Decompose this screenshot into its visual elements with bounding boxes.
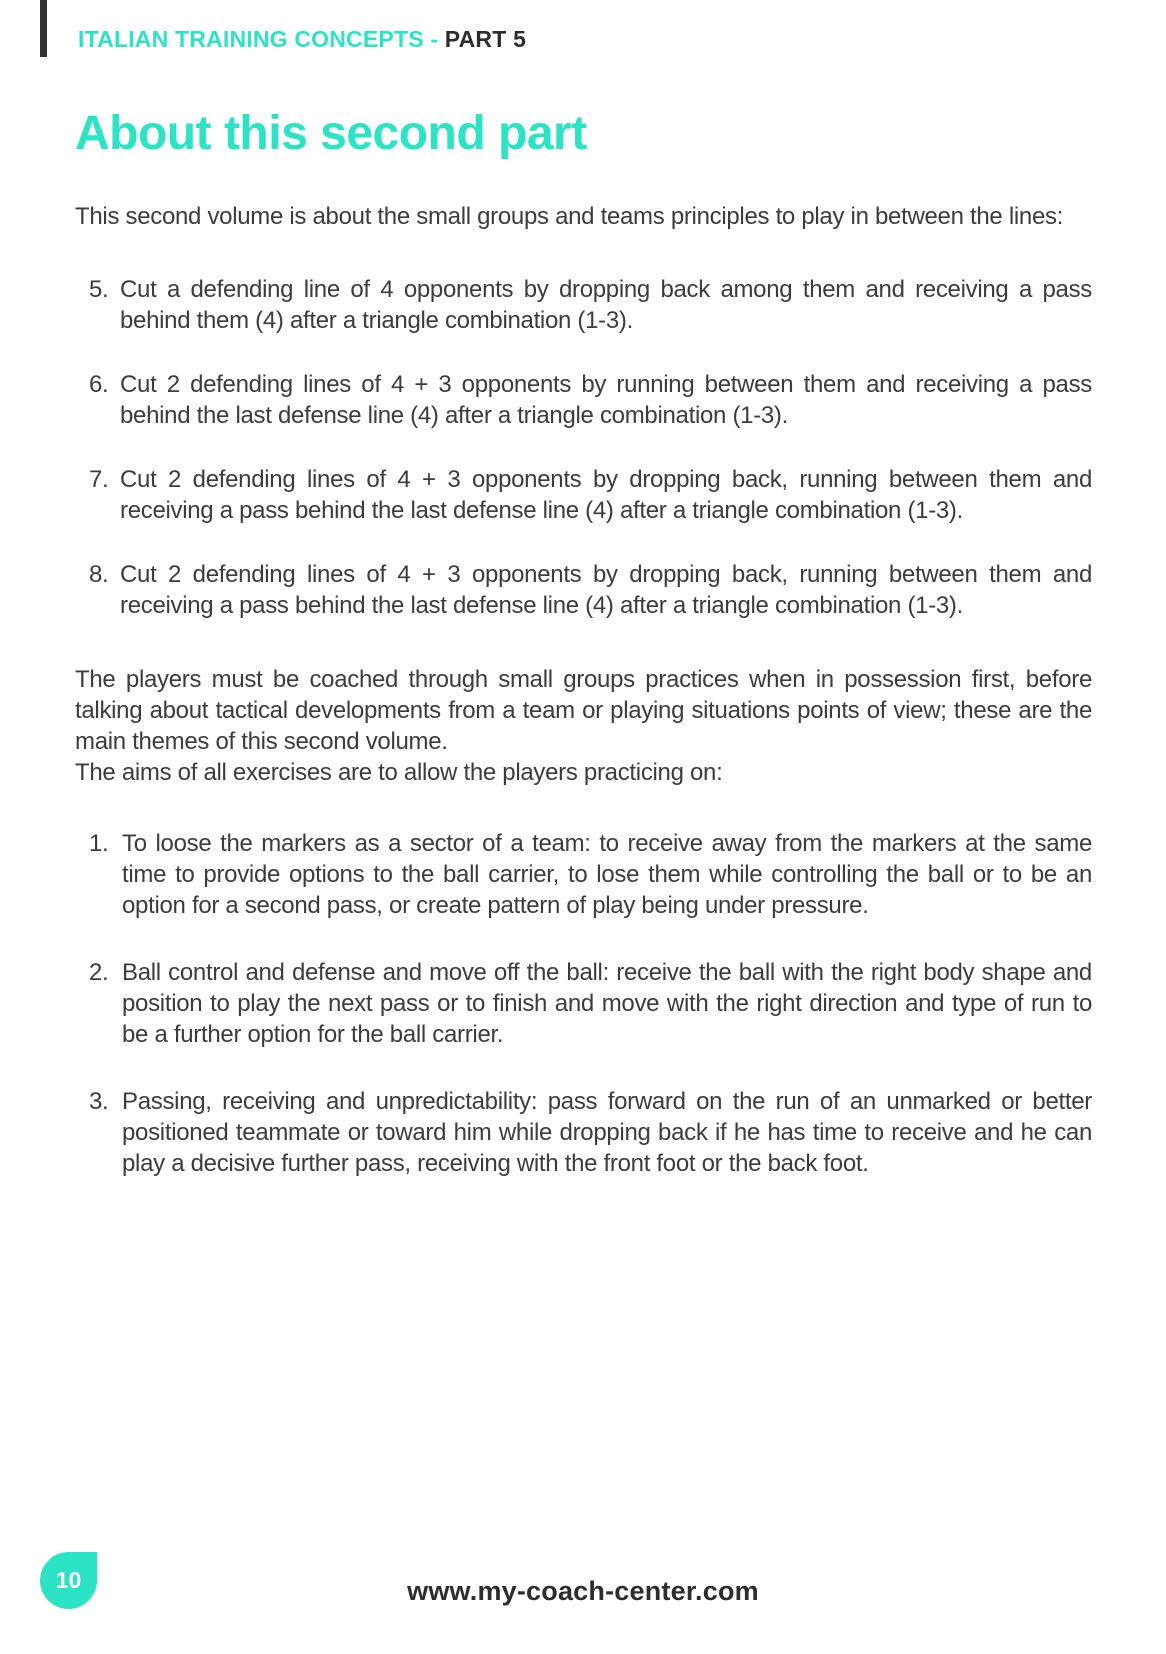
list-item-number: 6. (89, 371, 109, 398)
list-item-number: 1. (89, 830, 109, 857)
list-item-number: 2. (89, 959, 109, 986)
aims-list (89, 828, 1092, 1179)
list-item (89, 828, 1092, 921)
list-item (89, 1086, 1092, 1179)
page-title: About this second part (75, 107, 587, 160)
principles-list (89, 274, 1092, 621)
list-item-text: Ball control and defense and move off the ball: receive the ball with the right body shape and position to play the next pass or to finish and move with the right direction and type of run to be a further option for the ball carrier. (122, 959, 1092, 1048)
body-paragraph: The players must be coached through small groups practices when in possession first, before talking about tactical developments from a team or playing situations points of view; these are the main themes of this second volume. (75, 666, 1092, 755)
header-accent-bar (40, 0, 47, 57)
header-part-label: PART 5 (444, 26, 527, 52)
body-paragraph: The aims of all exercises are to allow the players practicing on: (75, 759, 723, 786)
list-item-text: To loose the markers as a sector of a team: to receive away from the markers at the same time to provide options to the ball carrier, to lose them while controlling the ball or to be an option for a second pass, or create pattern of play being under pressure. (122, 830, 1092, 919)
list-item-text: Cut 2 defending lines of 4 + 3 opponents by running between them and receiving a pass behind the last defense line (4) after a triangle combination (1-3). (120, 371, 1092, 429)
list-item-text: Cut 2 defending lines of 4 + 3 opponents by dropping back, running between them and receiving a pass behind the last defense line (4) after a triangle combination (1-3). (120, 561, 1092, 619)
list-item-number: 7. (89, 466, 109, 493)
page-number: 10 (55, 1567, 82, 1593)
list-item-number: 5. (89, 276, 109, 303)
website-link[interactable]: www.my-coach-center.com (407, 1576, 759, 1606)
list-item-number: 8. (89, 561, 109, 588)
middle-paragraphs (75, 664, 1092, 788)
list-item-text: Cut 2 defending lines of 4 + 3 opponents by dropping back, running between them and receiving a pass behind the last defense line (4) after a triangle combination (1-3). (120, 466, 1092, 524)
list-item (89, 274, 1092, 336)
header-series-title: ITALIAN TRAINING CONCEPTS - (78, 26, 445, 52)
list-item-text: Passing, receiving and unpredictability: pass forward on the run of an unmarked or better positioned teammate or toward him while dropping back if he has time to receive and he can play a decisive further pass, receiving with the front foot or the back foot. (122, 1088, 1092, 1177)
page-header (78, 26, 1092, 53)
intro-paragraph: This second volume is about the small groups and teams principles to play in between the lines: (75, 203, 1064, 230)
list-item-number: 3. (89, 1088, 109, 1115)
list-item (89, 559, 1092, 621)
list-item (89, 957, 1092, 1050)
list-item (89, 369, 1092, 431)
list-item-text: Cut a defending line of 4 opponents by dropping back among them and receiving a pass behind them (4) after a triangle combination (1-3). (120, 276, 1092, 334)
list-item (89, 464, 1092, 526)
